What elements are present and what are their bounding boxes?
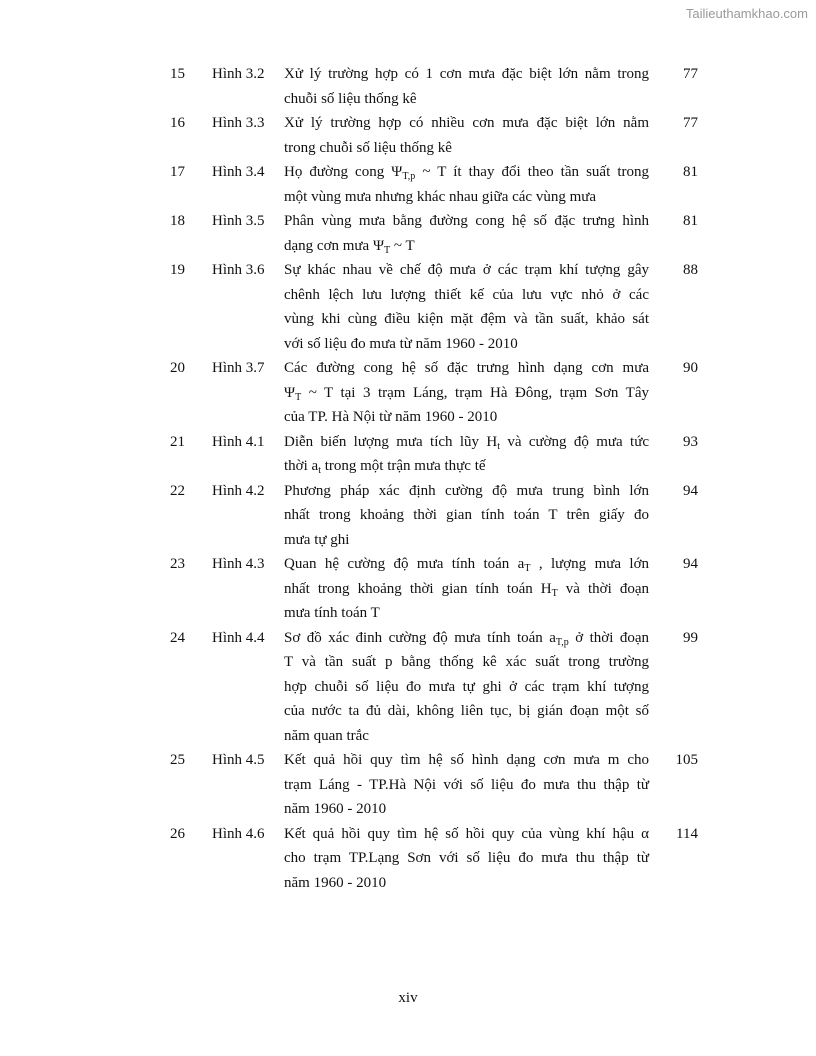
figure-row <box>0 430 816 479</box>
description-line: trạm Láng - TP.Hà Nội với số liệu đo mưa thu thập từ <box>284 776 649 793</box>
figure-row <box>0 356 816 430</box>
description-line: Phân vùng mưa bằng đường cong hệ số đặc trưng hình <box>284 213 649 229</box>
figure-description <box>284 62 649 111</box>
figure-label: Hình 4.5 <box>212 752 265 768</box>
watermark: Tailieuthamkhao.com <box>685 6 808 21</box>
description-line: vùng khi cùng điều kiện mặt đệm và tần suất, khảo sát <box>284 311 649 327</box>
row-number: 19 <box>170 262 185 278</box>
figure-label: Hình 3.2 <box>212 66 265 82</box>
page-ref: 88 <box>683 262 698 278</box>
figure-description <box>284 111 649 160</box>
figure-row <box>0 62 816 111</box>
description-line: Sơ đồ xác đinh cường độ mưa tính toán $a_{T,p}$ ở thời đoạn <box>284 629 650 648</box>
page-ref: 105 <box>675 752 698 768</box>
figure-label: Hình 3.5 <box>212 213 265 229</box>
description-line: Xử lý trường hợp có 1 cơn mưa đặc biệt lớn nằm trong <box>284 66 649 82</box>
description-line: mưa tính toán T <box>284 605 380 621</box>
page-ref: 81 <box>683 213 698 229</box>
row-number: 24 <box>170 629 185 646</box>
description-line: chuỗi số liệu thống kê <box>284 90 417 107</box>
description-line: Kết quả hồi quy tìm hệ số hình dạng cơn mưa m cho <box>284 752 649 768</box>
page-ref: 81 <box>683 164 698 180</box>
page-number: xiv <box>398 990 418 1006</box>
row-number: 18 <box>170 213 185 229</box>
figure-label: Hình 3.4 <box>212 164 265 180</box>
page-ref: 93 <box>683 433 698 450</box>
description-line: mưa tự ghi <box>284 531 350 548</box>
figure-description <box>284 748 649 822</box>
description-line: cho trạm TP.Lạng Sơn với số liệu đo mưa thu thập từ <box>284 850 649 866</box>
figure-description <box>284 552 649 626</box>
figure-row <box>0 258 816 356</box>
page-ref: 114 <box>676 825 698 842</box>
description-line: nhất trong khoảng thời gian tính toán $H_T$ và thời đoạn <box>284 580 649 599</box>
figure-row <box>0 160 816 209</box>
row-number: 16 <box>170 115 185 131</box>
figure-row <box>0 626 816 749</box>
description-line: $\Psi_T$ ~ T tại 3 trạm Láng, trạm Hà Đông, trạm Sơn Tây <box>284 384 649 403</box>
description-line: Quan hệ cường độ mưa tính toán $a_T$ , lượng mưa lớn <box>284 556 650 574</box>
figure-description <box>284 160 649 209</box>
page-ref: 90 <box>683 360 698 376</box>
page-ref: 77 <box>683 115 698 131</box>
description-line: Phương pháp xác định cường độ mưa trung bình lớn <box>284 482 649 499</box>
description-line: của TP. Hà Nội từ năm 1960 - 2010 <box>284 409 498 425</box>
description-line: với số liệu đo mưa từ năm 1960 - 2010 <box>284 335 518 352</box>
row-number: 25 <box>170 752 185 768</box>
figure-description <box>284 626 649 749</box>
description-line: Họ đường cong $\Psi_{T,p}$ ~ T ít thay đổi theo tần suất trong <box>284 164 649 182</box>
figure-row <box>0 111 816 160</box>
description-line: Xử lý trường hợp có nhiều cơn mưa đặc biệt lớn nằm <box>284 115 649 131</box>
description-line: năm quan trắc <box>284 727 369 744</box>
figure-description <box>284 430 649 479</box>
figure-row <box>0 479 816 553</box>
row-number: 17 <box>170 164 185 180</box>
figure-row <box>0 822 816 896</box>
description-line: một vùng mưa nhưng khác nhau giữa các vùng mưa <box>284 188 597 205</box>
figure-row <box>0 209 816 258</box>
figure-label: Hình 4.6 <box>212 825 265 842</box>
page-ref: 99 <box>683 629 698 646</box>
figure-label: Hình 3.3 <box>212 115 265 131</box>
description-line: T và tần suất p bằng thống kê xác suất trong trường <box>284 654 649 670</box>
row-number: 26 <box>170 825 185 842</box>
page-ref: 77 <box>683 66 698 82</box>
page-ref: 94 <box>683 556 698 572</box>
description-line: dạng cơn mưa $\Psi_T$ ~ T <box>284 237 415 256</box>
description-line: Diễn biến lượng mưa tích lũy $H_t$ và cường độ mưa tức <box>284 433 649 452</box>
figure-label: Hình 4.2 <box>212 482 265 499</box>
figure-description <box>284 479 649 553</box>
description-line: chênh lệch lưu lượng thiết kế của lưu vực nhỏ ở các <box>284 286 649 303</box>
figure-description <box>284 258 649 356</box>
row-number: 20 <box>170 360 185 376</box>
figure-label: Hình 3.7 <box>212 360 265 376</box>
row-number: 23 <box>170 556 185 572</box>
description-line: năm 1960 - 2010 <box>284 801 387 817</box>
row-number: 21 <box>170 433 185 450</box>
figure-label: Hình 4.1 <box>212 433 265 450</box>
description-line: nhất trong khoảng thời gian tính toán T trên giấy đo <box>284 507 649 523</box>
description-line: Các đường cong hệ số đặc trưng hình dạng cơn mưa <box>284 360 649 376</box>
figure-description <box>284 822 649 896</box>
figure-description <box>284 209 649 258</box>
description-line: Sự khác nhau về chế độ mưa ở các trạm khí tượng gây <box>284 262 649 278</box>
figure-row <box>0 748 816 822</box>
figure-row <box>0 552 816 626</box>
figure-label: Hình 4.4 <box>212 629 265 646</box>
figure-label: Hình 3.6 <box>212 262 265 278</box>
description-line: Kết quả hồi quy tìm hệ số hồi quy của vùng khí hậu α <box>284 825 649 842</box>
page-ref: 94 <box>683 482 698 499</box>
description-line: thời $a_t$ trong một trận mưa thực tế <box>284 458 486 476</box>
description-line: của nước ta đủ dài, không liên tục, bị gián đoạn một số <box>284 703 649 719</box>
row-number: 22 <box>170 482 185 499</box>
figure-list <box>0 62 816 895</box>
figure-label: Hình 4.3 <box>212 556 265 572</box>
description-line: trong chuỗi số liệu thống kê <box>284 139 452 156</box>
figure-description <box>284 356 649 430</box>
description-line: hợp chuỗi số liệu đo mưa tự ghi ở các trạm khí tượng <box>284 678 649 695</box>
row-number: 15 <box>170 66 185 82</box>
description-line: năm 1960 - 2010 <box>284 874 387 891</box>
